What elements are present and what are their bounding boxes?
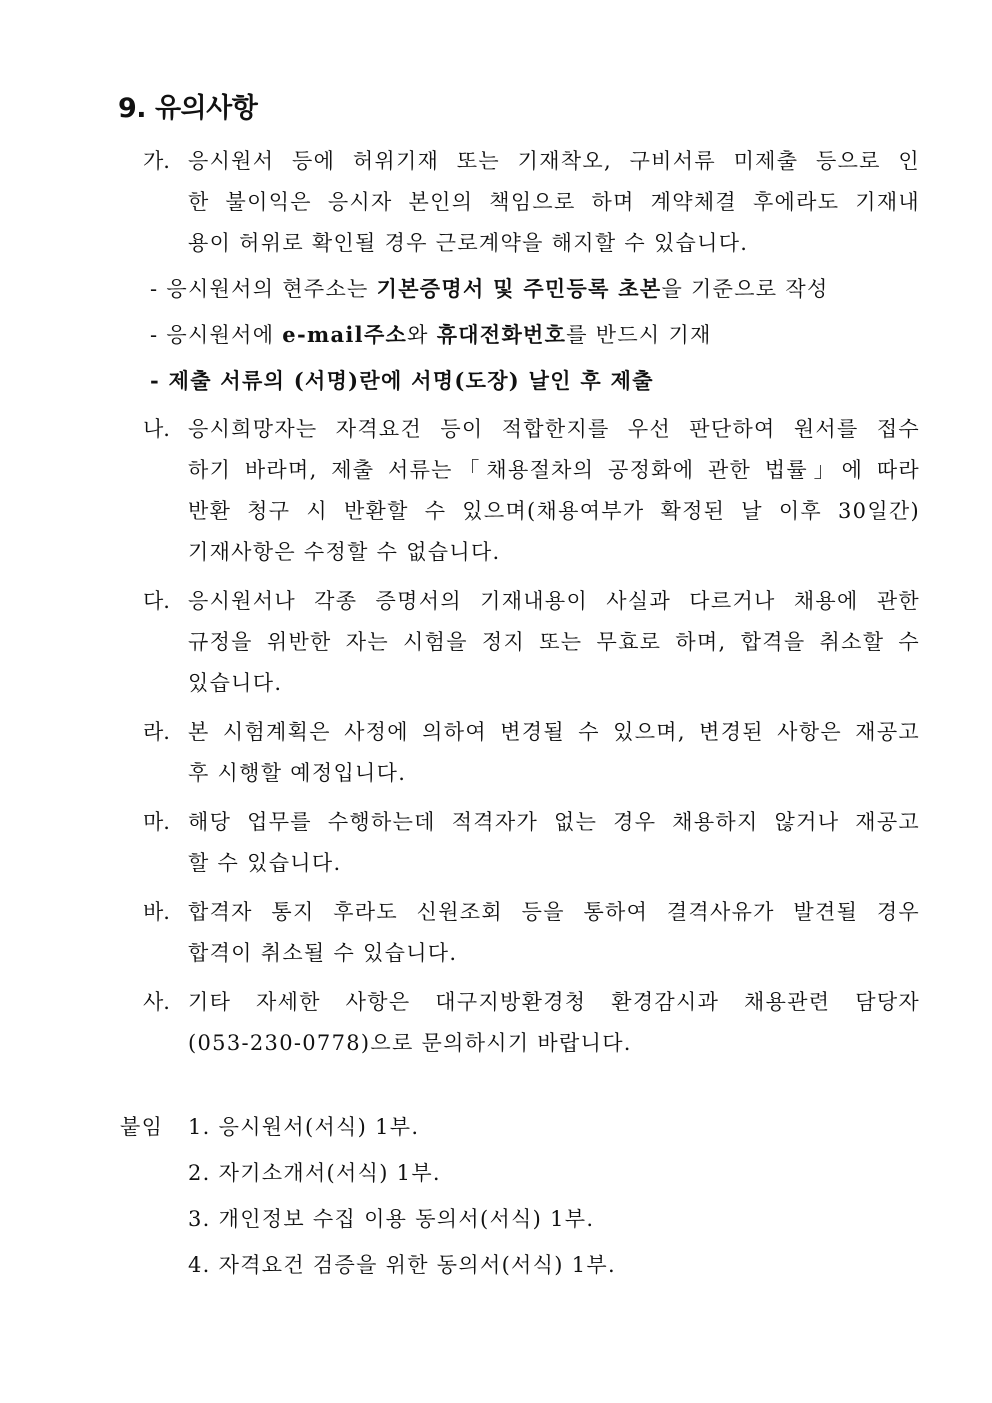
item-marker-na: 나.	[143, 417, 170, 441]
item-ra-line-2: 후 시행할 예정입니다.	[188, 761, 407, 785]
item-sa-line-2: (053-230-0778)으로 문의하시기 바랍니다.	[188, 1031, 632, 1055]
item-marker-ra: 라.	[143, 720, 170, 744]
attachment-label: 붙임	[120, 1115, 164, 1139]
item-ma-line-2: 할 수 있습니다.	[188, 851, 342, 875]
note-address: - 응시원서의 현주소는 기본증명서 및 주민등록 초본을 기준으로 작성	[150, 276, 829, 301]
item-na-line-3: 반환 청구 시 반환할 수 있으며(채용여부가 확정된 날 이후 30일간)	[188, 499, 920, 523]
item-sa-line-1: 기타 자세한 사항은 대구지방환경청 환경감시과 채용관련 담당자	[188, 990, 920, 1014]
item-ba-line-1: 합격자 통지 후라도 신원조회 등을 통하여 결격사유가 발견될 경우	[188, 900, 920, 924]
item-marker-ma: 마.	[143, 810, 170, 834]
item-marker-da: 다.	[143, 589, 170, 613]
item-da-line-1: 응시원서나 각종 증명서의 기재내용이 사실과 다르거나 채용에 관한	[188, 589, 920, 613]
attachment-item: 2. 자기소개서(서식) 1부.	[188, 1161, 441, 1185]
item-ga-line-3: 용이 허위로 확인될 경우 근로계약을 해지할 수 있습니다.	[188, 231, 749, 255]
item-da-line-3: 있습니다.	[188, 671, 283, 695]
attachment-item: 3. 개인정보 수집 이용 동의서(서식) 1부.	[188, 1207, 595, 1231]
item-na-line-2: 하기 바라며, 제출 서류는「채용절차의 공정화에 관한 법률」에 따라	[188, 458, 920, 482]
item-na-line-4: 기재사항은 수정할 수 없습니다.	[188, 540, 501, 564]
note-contact: - 응시원서에 e-mail주소와 휴대전화번호를 반드시 기재	[150, 322, 712, 347]
item-ga-line-1: 응시원서 등에 허위기재 또는 기재착오, 구비서류 미제출 등으로 인	[188, 149, 920, 173]
attachment-item: 1. 응시원서(서식) 1부.	[188, 1115, 420, 1139]
item-da-line-2: 규정을 위반한 자는 시험을 정지 또는 무효로 하며, 합격을 취소할 수	[188, 630, 920, 654]
item-ga-line-2: 한 불이익은 응시자 본인의 책임으로 하며 계약체결 후에라도 기재내	[188, 190, 920, 214]
item-ba-line-2: 합격이 취소될 수 있습니다.	[188, 941, 458, 965]
item-ra-line-1: 본 시험계획은 사정에 의하여 변경될 수 있으며, 변경된 사항은 재공고	[188, 720, 920, 744]
note-signature: - 제출 서류의 (서명)란에 서명(도장) 날인 후 제출	[150, 368, 654, 393]
item-marker-ga: 가.	[143, 149, 170, 173]
item-na-line-1: 응시희망자는 자격요건 등이 적합한지를 우선 판단하여 원서를 접수	[188, 417, 920, 441]
item-marker-sa: 사.	[143, 990, 170, 1014]
attachment-item: 4. 자격요건 검증을 위한 동의서(서식) 1부.	[188, 1253, 616, 1277]
item-ma-line-1: 해당 업무를 수행하는데 적격자가 없는 경우 채용하지 않거나 재공고	[188, 810, 920, 834]
item-marker-ba: 바.	[143, 900, 170, 924]
section-title: 9. 유의사항	[118, 93, 258, 124]
